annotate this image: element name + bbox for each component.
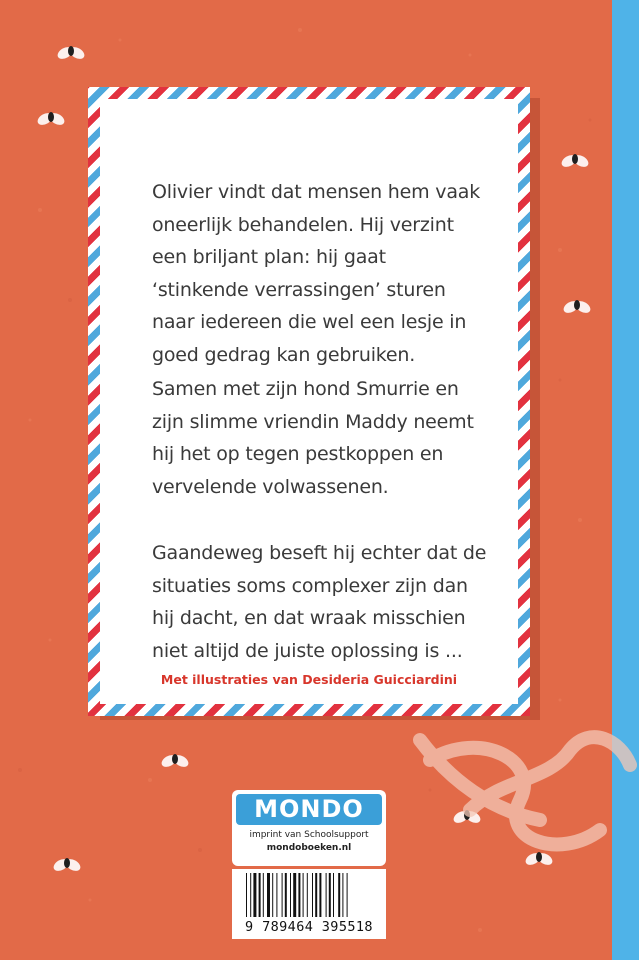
- barcode: [244, 873, 380, 917]
- blurb-paragraph-1: Olivier vindt dat mensen hem vaak oneerlijk behandelen. Hij verzint een briljant plan: hij gaat ‘stinkende verrassingen’ sturen naar iedereen die wel een lesje in goed gedrag kan gebruiken.: [152, 181, 481, 366]
- publisher-website: mondoboeken.nl: [266, 843, 352, 853]
- barcode-bar: [329, 873, 331, 917]
- fly-icon: [56, 40, 86, 64]
- barcode-bar: [285, 873, 287, 917]
- publisher-badge: [232, 790, 386, 866]
- fly-icon: [562, 294, 592, 318]
- fly-icon: [160, 748, 190, 772]
- barcode-bar: [246, 873, 247, 917]
- barcode-bar: [276, 873, 277, 917]
- barcode-bar: [319, 873, 321, 917]
- barcode-bar: [267, 873, 270, 917]
- barcode-bar: [250, 873, 251, 917]
- barcode-bar: [272, 873, 273, 917]
- barcode-bar: [342, 873, 343, 917]
- barcode-bar: [338, 873, 340, 917]
- mondo-logo: MONDO: [236, 794, 382, 825]
- barcode-bar: [290, 873, 291, 917]
- barcode-bar: [263, 873, 264, 917]
- fly-icon: [52, 852, 82, 876]
- publisher-imprint: imprint van Schoolsupport: [249, 830, 369, 840]
- barcode-bar: [298, 873, 300, 917]
- barcode-bar: [253, 873, 256, 917]
- blurb-paragraph-3: Gaandeweg beseft hij echter dat de situaties soms complexer zijn dan hij dacht, en dat wraak misschien niet altijd de juiste oplossing is ...: [152, 542, 487, 662]
- barcode-bar: [259, 873, 261, 917]
- fly-icon: [560, 148, 590, 172]
- airmail-envelope-frame: [88, 87, 530, 716]
- barcode-bar: [347, 873, 348, 917]
- barcode-bar: [303, 873, 304, 917]
- barcode-panel: [232, 869, 386, 939]
- isbn-number: 9 789464 395518: [245, 919, 373, 935]
- barcode-bar: [293, 873, 296, 917]
- illustrator-credit: Met illustraties van Desideria Guicciardini: [160, 672, 458, 687]
- barcode-bar: [312, 873, 313, 917]
- fly-icon: [36, 106, 66, 130]
- barcode-bar: [315, 873, 317, 917]
- blurb-paragraph-2: Samen met zijn hond Smurrie en zijn slimme vriendin Maddy neemt hij het op tegen pestkoppen en vervelende volwassenen.: [152, 378, 474, 498]
- barcode-bar: [333, 873, 334, 917]
- barcode-bar: [282, 873, 283, 917]
- stink-swirl: [400, 720, 639, 880]
- blurb-panel: [100, 99, 518, 704]
- barcode-bar: [307, 873, 308, 917]
- barcode-bar: [326, 873, 327, 917]
